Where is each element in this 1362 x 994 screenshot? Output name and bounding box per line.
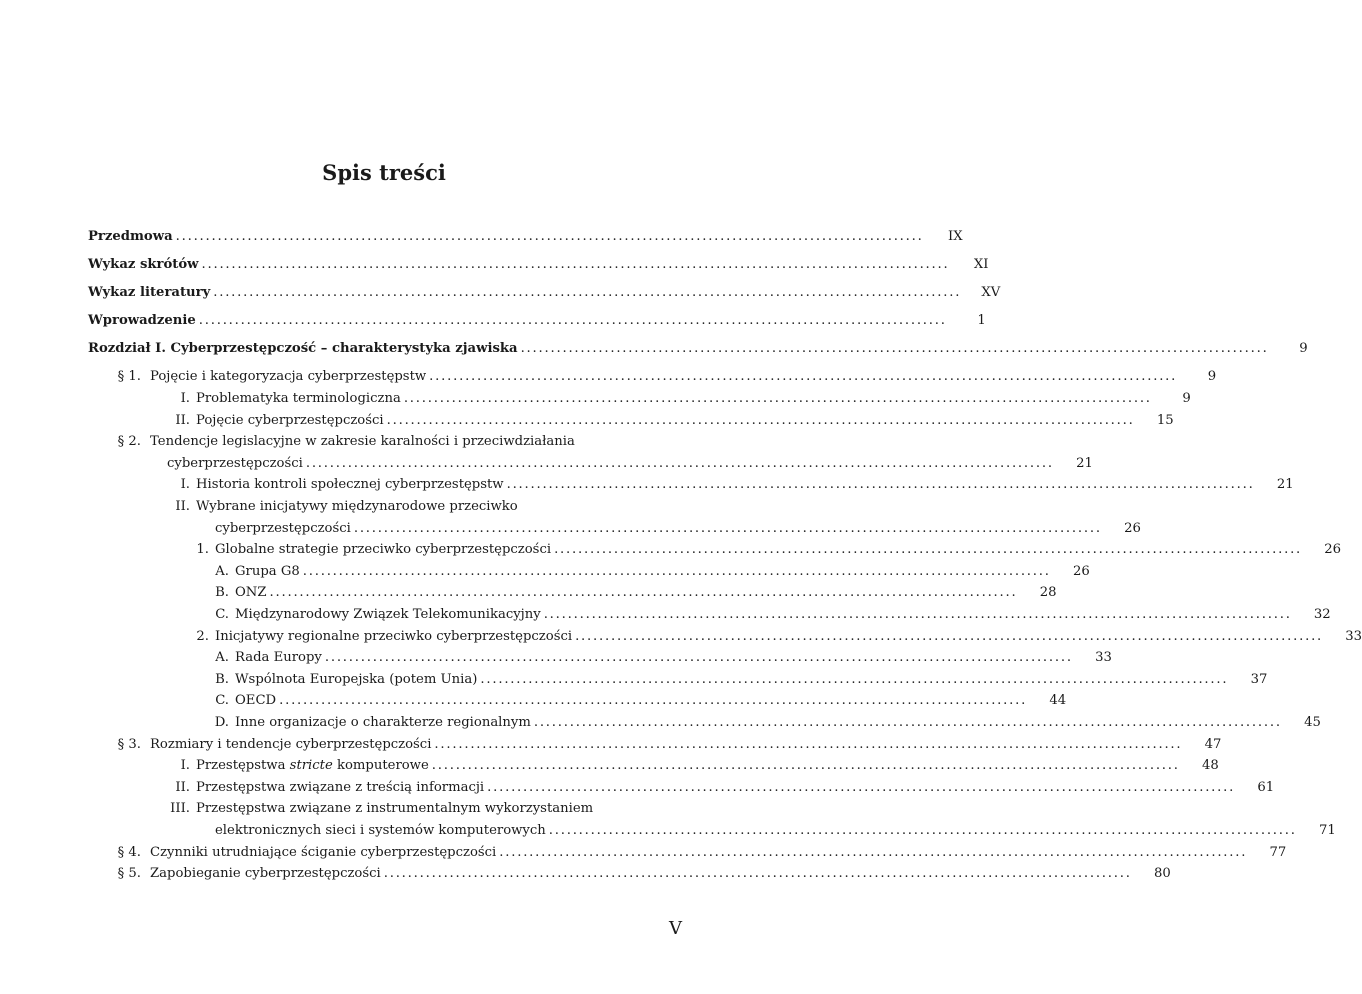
toc-entry-text-line1: Przestępstwa związane z instrumentalnym wykorzystaniem [196, 801, 594, 817]
toc-entry-s4[interactable] [88, 842, 1287, 864]
toc-entry-text: Inne organizacje o charakterze regionalnym [235, 714, 531, 730]
toc-entry-s2-ii-1-c[interactable] [88, 604, 1331, 626]
toc-page-number: 9 [1207, 369, 1217, 385]
toc-page-number: 32 [1313, 607, 1331, 622]
toc-entry-text-italic: stricte [289, 758, 333, 774]
toc-entry-label: C. [215, 693, 229, 709]
toc-entry-s3-i[interactable] [88, 755, 1219, 777]
toc-entry-text: Rada Europy [235, 650, 322, 666]
dot-leader [499, 842, 1244, 864]
toc-entry-label: § 4. [117, 844, 141, 860]
toc-entry-s2-ii-1-b[interactable] [88, 582, 1057, 604]
dot-leader [434, 734, 1179, 756]
toc-entry-label: B. [215, 671, 229, 687]
toc-entry-text-line1: Wybrane inicjatywy międzynarodowe przeciwko [196, 499, 518, 515]
toc-entry-text: Czynniki utrudniające ściganie cyberprzestępczości [150, 844, 497, 860]
dot-leader [176, 226, 921, 248]
toc-page-number: 26 [1072, 563, 1090, 579]
toc-entry-text: Wprowadzenie [88, 313, 196, 329]
toc-entry-label: § 5. [117, 866, 141, 882]
toc-page-number: 9 [1299, 341, 1308, 357]
dot-leader [429, 366, 1174, 388]
toc-entry-s2-ii-1-a[interactable] [88, 561, 1090, 583]
dot-leader [306, 453, 1051, 475]
toc-page-number: 1 [977, 313, 986, 329]
toc-entry-text: Wspólnota Europejska (potem Unia) [235, 671, 478, 687]
toc-entry-s5[interactable] [88, 863, 1171, 885]
dot-leader [521, 338, 1266, 360]
toc-entry-text-line2: cyberprzestępczości [167, 455, 303, 471]
toc-entry-label: § 1. [117, 369, 141, 385]
dot-leader [575, 626, 1320, 648]
toc-entry-text: Grupa G8 [235, 563, 300, 579]
toc-entry-label: I. [180, 758, 190, 774]
toc-page-number: 33 [1345, 628, 1362, 644]
page-number: V [669, 918, 682, 939]
toc-entry-s2-ii-2[interactable] [88, 626, 1362, 648]
toc-entry-s3-iii[interactable] [88, 798, 1336, 841]
toc-page-number: 33 [1095, 650, 1112, 666]
toc-entry-s2-ii-2-d[interactable] [88, 712, 1321, 734]
toc-entry-rozdzial-1[interactable] [88, 338, 1308, 360]
dot-leader [432, 755, 1177, 777]
toc-entry-text: Przestępstwa [196, 758, 286, 774]
toc-entry-text: Historia kontroli społecznej cyberprzestępstw [196, 477, 504, 493]
toc-entry-s1-i[interactable] [88, 388, 1191, 410]
toc-entry-text-line2: elektronicznych sieci i systemów komputerowych [215, 822, 546, 838]
dot-leader [480, 669, 1225, 691]
toc-page-number: 80 [1153, 866, 1171, 882]
toc-entry-wprowadzenie[interactable] [88, 310, 986, 332]
dot-leader [279, 690, 1024, 712]
toc-entry-text: OECD [235, 693, 277, 709]
toc-entry-s1-ii[interactable] [88, 410, 1174, 432]
dot-leader [387, 410, 1132, 432]
toc-entry-wykaz-literatury[interactable] [88, 282, 1001, 304]
toc-entry-label: III. [170, 801, 190, 817]
toc-entry-s1[interactable] [88, 366, 1217, 388]
toc-entry-s3-ii[interactable] [88, 777, 1275, 799]
toc-entry-text: Rozdział I. Cyberprzestępczość – charakterystyka zjawiska [88, 341, 518, 357]
toc-entry-label: 2. [196, 628, 209, 644]
toc-entry-text: Przedmowa [88, 229, 173, 244]
toc-entry-text: ONZ [235, 585, 267, 601]
toc-page-number: 9 [1182, 391, 1191, 407]
toc-entry-text: Zapobieganie cyberprzestępczości [150, 866, 381, 882]
toc-page-number: 21 [1076, 455, 1093, 471]
toc-entry-s2-ii-1[interactable] [88, 539, 1342, 561]
toc-page-number: 28 [1039, 585, 1057, 601]
toc-entry-s3[interactable] [88, 734, 1222, 756]
dot-leader [270, 582, 1015, 604]
toc-page-number: 21 [1276, 477, 1294, 493]
dot-leader [354, 518, 1099, 540]
toc-entry-label: II. [175, 779, 190, 795]
toc-entry-s2-ii-2-b[interactable] [88, 669, 1268, 691]
toc-page-number: 26 [1324, 542, 1342, 558]
toc-entry-label: D. [214, 714, 229, 730]
dot-leader [404, 388, 1149, 410]
toc-entry-s2[interactable] [88, 431, 1093, 474]
toc-entry-text: Przestępstwa związane z treścią informacji [196, 779, 485, 795]
toc-entry-label: C. [215, 607, 229, 622]
dot-leader [554, 539, 1299, 561]
toc-entry-label: I. [180, 391, 190, 407]
toc-page-number: 71 [1318, 822, 1336, 838]
toc-entry-label: 1. [196, 542, 209, 558]
toc-entry-label: II. [175, 412, 190, 428]
toc-entry-s2-i[interactable] [88, 474, 1294, 496]
toc-entry-text: Problematyka terminologiczna [196, 391, 401, 407]
toc-page-number: XI [973, 257, 989, 273]
toc-entry-label: II. [175, 499, 190, 515]
dot-leader [303, 561, 1048, 583]
toc-entry-text: Wykaz skrótów [88, 257, 199, 273]
toc-entry-wykaz-skrotow[interactable] [88, 254, 989, 276]
toc-page-number: 15 [1156, 412, 1174, 428]
dot-leader [544, 604, 1289, 626]
dot-leader [487, 777, 1232, 799]
toc-entry-label: § 2. [117, 434, 141, 450]
toc-page-number: 48 [1202, 758, 1219, 774]
toc-entry-label: B. [215, 585, 229, 601]
toc-entry-text: Pojęcie cyberprzestępczości [196, 412, 384, 428]
toc-page-number: 61 [1257, 779, 1275, 795]
toc-entry-label: I. [180, 477, 190, 493]
toc-page-number: IX [948, 229, 963, 244]
dot-leader [325, 647, 1070, 669]
dot-leader [213, 282, 958, 304]
toc-page-number: 44 [1049, 693, 1067, 709]
toc-entry-text: Inicjatywy regionalne przeciwko cyberprzestępczości [215, 628, 573, 644]
toc-entry-text: Pojęcie i kategoryzacja cyberprzestępstw [150, 369, 427, 385]
toc-page-number: 37 [1250, 671, 1268, 687]
toc-entry-text: komputerowe [336, 758, 429, 774]
toc-entry-label: § 3. [117, 736, 141, 752]
toc-entry-przedmowa[interactable] [88, 226, 963, 248]
toc-entry-text: Globalne strategie przeciwko cyberprzestępczości [215, 542, 552, 558]
table-of-contents [88, 226, 1362, 885]
toc-page-number: 77 [1269, 844, 1287, 860]
toc-entry-text-line2: cyberprzestępczości [215, 520, 351, 536]
toc-entry-text: Wykaz literatury [88, 285, 211, 301]
dot-leader [549, 820, 1294, 842]
toc-entry-text: Rozmiary i tendencje cyberprzestępczości [150, 736, 432, 752]
toc-entry-s2-ii[interactable] [88, 496, 1141, 539]
toc-entry-label: A. [215, 563, 229, 579]
toc-page-number: 45 [1304, 714, 1321, 730]
toc-entry-text: Międzynarodowy Związek Telekomunikacyjny [235, 607, 541, 622]
dot-leader [199, 310, 944, 332]
toc-page-number: 47 [1204, 736, 1222, 752]
dot-leader [534, 712, 1279, 734]
dot-leader [202, 254, 947, 276]
toc-entry-label: A. [215, 650, 229, 666]
toc-entry-s2-ii-2-a[interactable] [88, 647, 1112, 669]
dot-leader [384, 863, 1129, 885]
page-title: Spis treści [322, 160, 446, 185]
toc-page-number: 26 [1124, 520, 1141, 536]
toc-entry-text-line1: Tendencje legislacyjne w zakresie karalności i przeciwdziałania [150, 434, 575, 450]
toc-page-number: XV [981, 285, 1001, 301]
dot-leader [507, 474, 1252, 496]
toc-entry-s2-ii-2-c[interactable] [88, 690, 1067, 712]
